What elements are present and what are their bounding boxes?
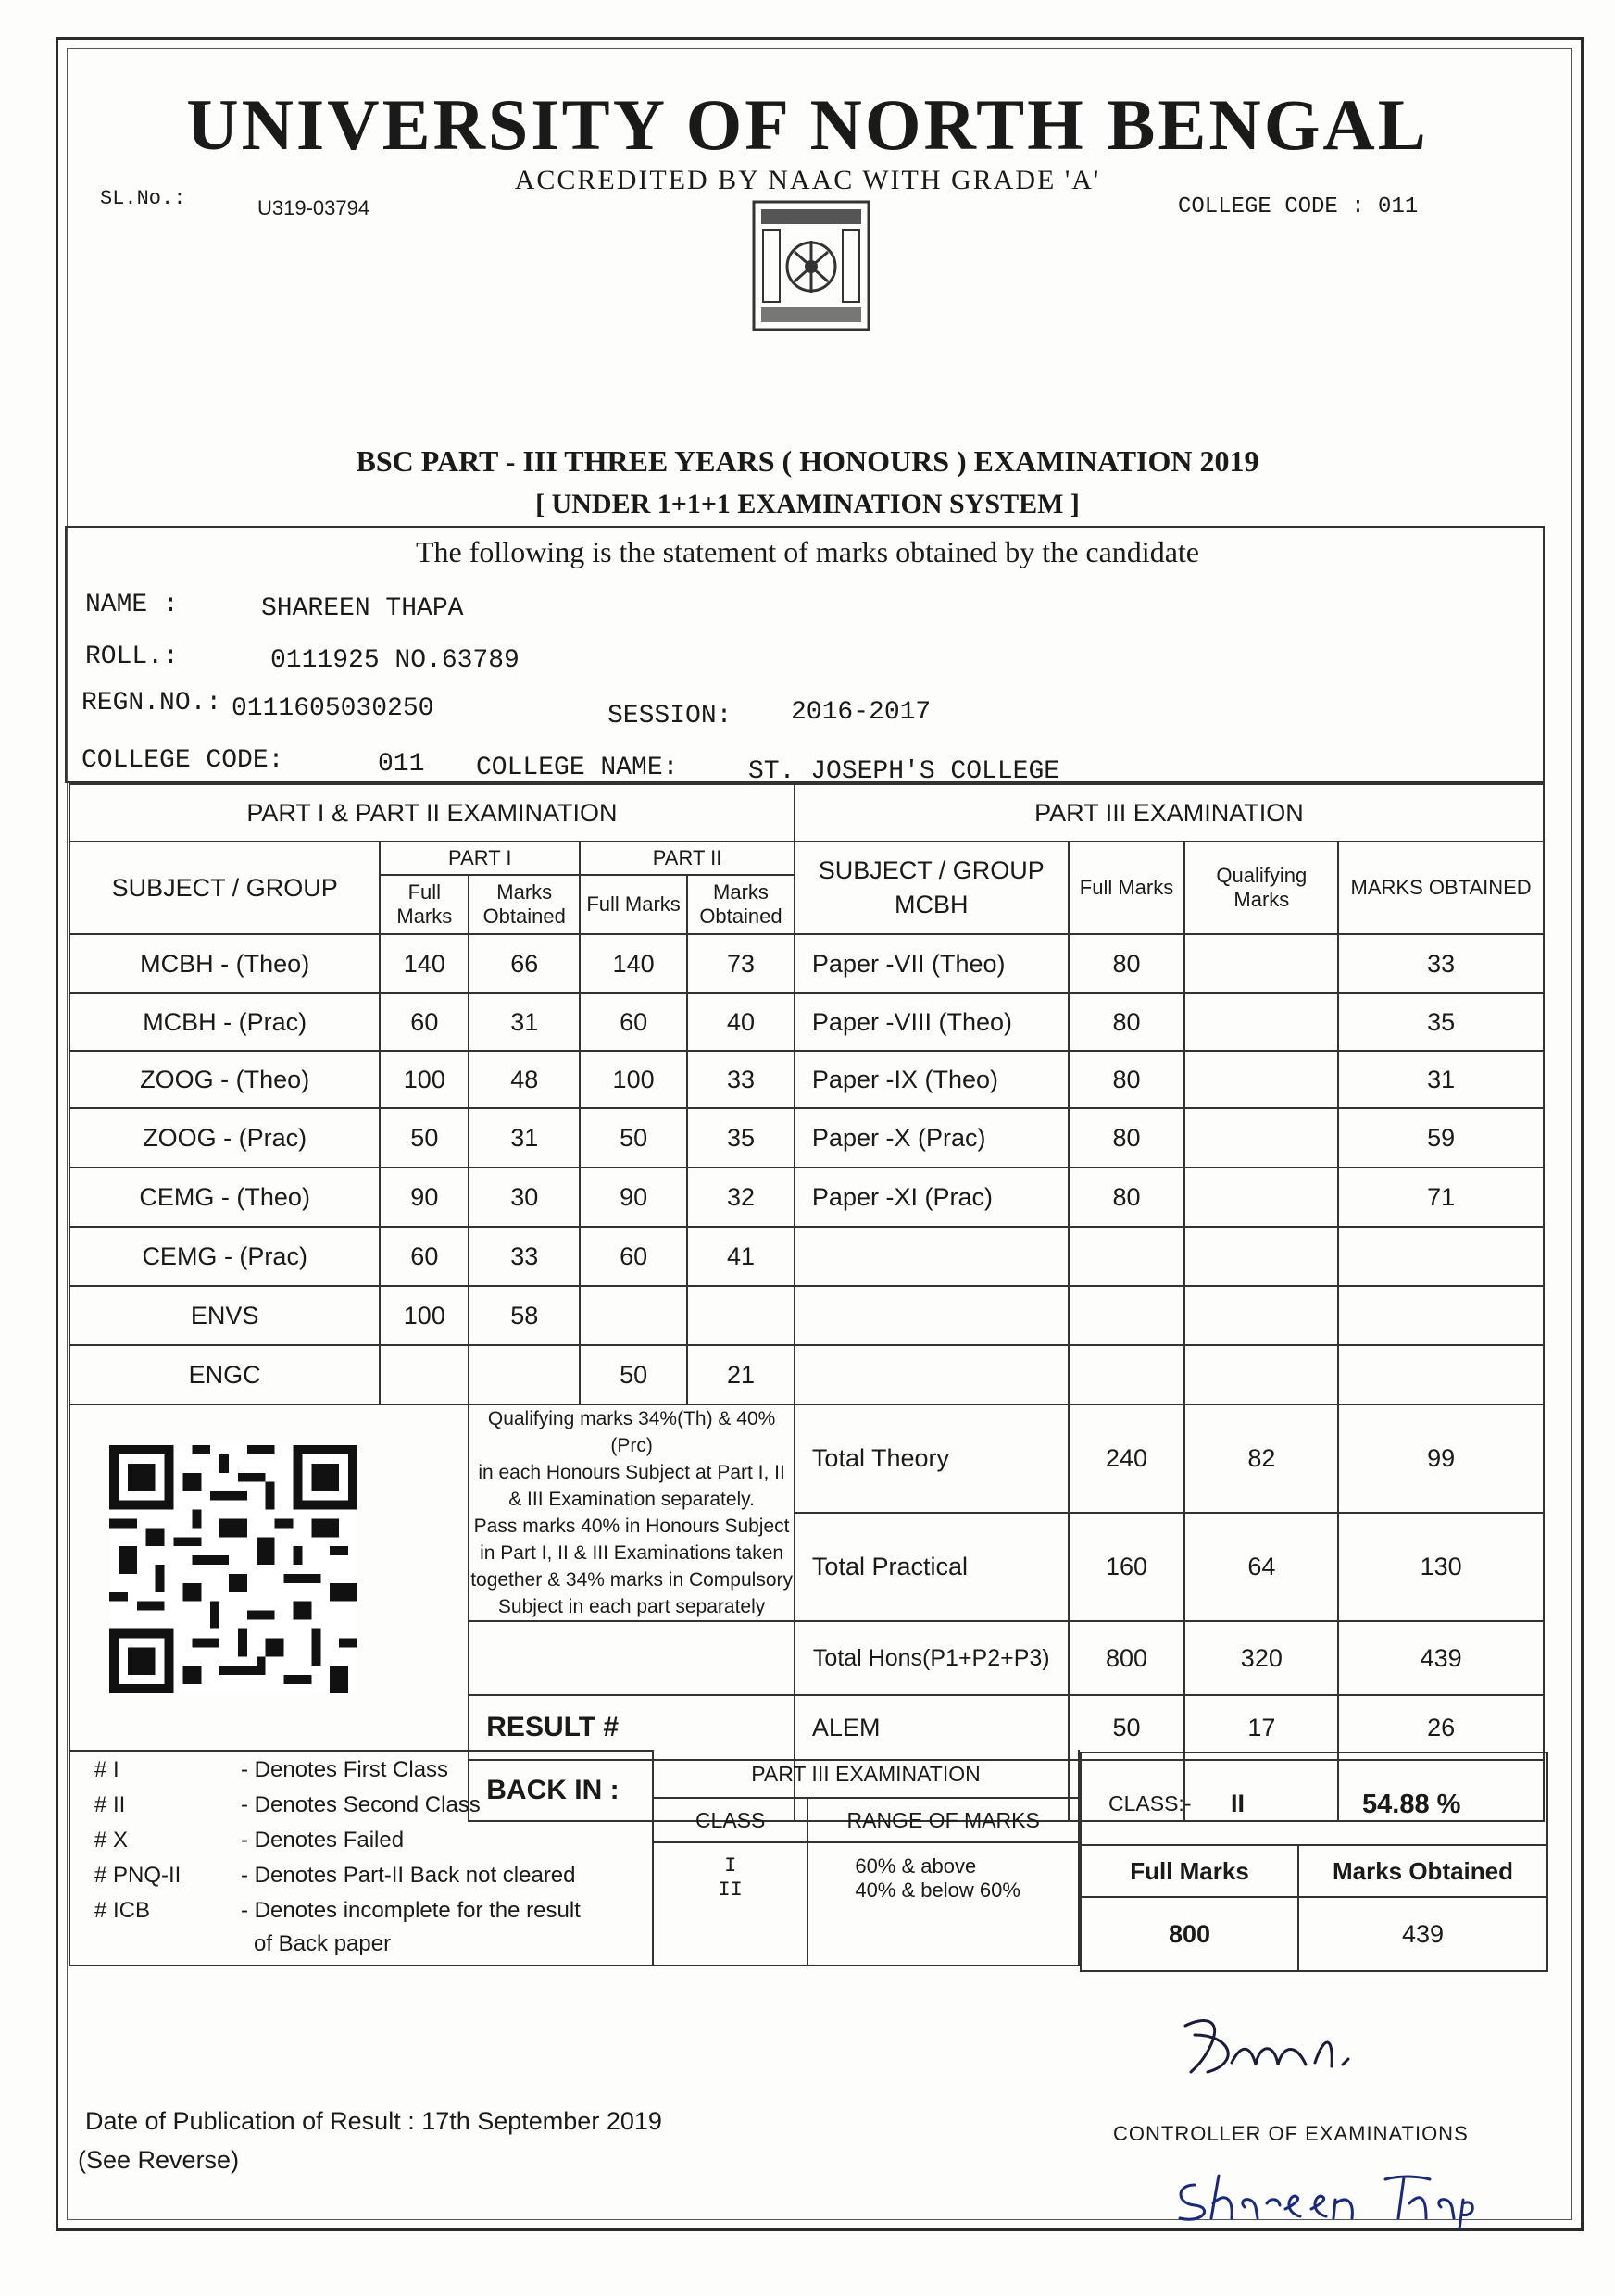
- exam-subtitle: [ UNDER 1+1+1 EXAMINATION SYSTEM ]: [535, 489, 1080, 519]
- paper-full-cell: 80: [1069, 1167, 1185, 1227]
- subject-cell: ENGC: [69, 1345, 380, 1404]
- sl-no-value: U319-03794: [257, 196, 370, 219]
- publication-date: Date of Publication of Result : 17th September 2019: [85, 2107, 662, 2135]
- empty-cell: [1338, 1227, 1544, 1286]
- spacer-cell: [469, 1621, 795, 1695]
- subject-cell: CEMG - (Theo): [69, 1167, 380, 1227]
- class-header: CLASS: [653, 1798, 808, 1842]
- full-marks-value: 800: [1081, 1897, 1298, 1971]
- empty-cell: [795, 1286, 1069, 1345]
- paper-cell: Paper -X (Prac): [795, 1108, 1069, 1167]
- paper-obt-cell: 71: [1338, 1167, 1544, 1227]
- part12-subject-header: SUBJECT / GROUP: [69, 842, 380, 934]
- p2-full-cell: 140: [580, 934, 687, 993]
- p2-obt-cell: 33: [687, 1051, 795, 1108]
- paper-qual-cell: [1184, 1108, 1338, 1167]
- p1-obt-cell: 66: [469, 934, 580, 993]
- legend-code: # II: [94, 1792, 126, 1817]
- paper-full-cell: 80: [1069, 934, 1185, 993]
- paper-obt-cell: 59: [1338, 1108, 1544, 1167]
- name-label: NAME :: [85, 591, 179, 619]
- class-value: II: [718, 1878, 743, 1902]
- p2-full-cell: 50: [580, 1108, 687, 1167]
- part3-heading: PART III EXAMINATION: [795, 784, 1544, 842]
- college-name-label: COLLEGE NAME:: [476, 754, 679, 782]
- qual-line: & III Examination separately.: [508, 1489, 755, 1510]
- p1-obt-cell: 58: [469, 1286, 580, 1345]
- p2-obt-cell: 21: [687, 1345, 795, 1404]
- part2-header: PART II: [580, 842, 795, 875]
- see-reverse: (See Reverse): [78, 2146, 240, 2174]
- qual-line: Qualifying marks 34%(Th) & 40%(Prc): [487, 1408, 776, 1456]
- paper-cell: Paper -IX (Theo): [795, 1051, 1069, 1108]
- percentage-value: 54.88 %: [1362, 1790, 1461, 1819]
- p2-obt-cell: 41: [687, 1227, 795, 1286]
- roll-value: 0111925 NO.63789: [270, 646, 520, 675]
- empty-cell: [795, 1345, 1069, 1404]
- class-values: [653, 1842, 808, 1965]
- p2-obt-cell: 32: [687, 1167, 795, 1227]
- qual-line: Subject in each part separately: [497, 1596, 766, 1617]
- subject-cell: ZOOG - (Theo): [69, 1051, 380, 1108]
- p1-full-cell: 90: [380, 1167, 469, 1227]
- p2-full-cell: 50: [580, 1345, 687, 1404]
- paper-cell: Paper -VIII (Theo): [795, 993, 1069, 1051]
- paper-obt-cell: 33: [1338, 934, 1544, 993]
- college-code-label: COLLEGE CODE:: [81, 746, 284, 775]
- total-full: 800: [1069, 1621, 1185, 1695]
- controller-signature: [1167, 2007, 1445, 2090]
- regn-label: REGN.NO.:: [81, 689, 222, 718]
- total-qual: 320: [1184, 1621, 1338, 1695]
- paper-qual-cell: [1184, 1167, 1338, 1227]
- p2-obt-header: Marks Obtained: [687, 875, 795, 934]
- p1-obt-cell: 33: [469, 1227, 580, 1286]
- total-obt: 130: [1338, 1513, 1544, 1621]
- subject-cell: ZOOG - (Prac): [69, 1108, 380, 1167]
- part1-header: PART I: [380, 842, 580, 875]
- table-row: [69, 993, 1544, 1051]
- class-label: CLASS:-: [1108, 1791, 1192, 1816]
- p2-full-cell: 90: [580, 1167, 687, 1227]
- p1-obt-header: Marks Obtained: [469, 875, 580, 934]
- table-row: [69, 934, 1544, 993]
- college-name-value: ST. JOSEPH'S COLLEGE: [748, 757, 1060, 786]
- paper-qual-cell: [1184, 934, 1338, 993]
- session-value: 2016-2017: [791, 698, 932, 727]
- paper-cell: Paper -VII (Theo): [795, 934, 1069, 993]
- class-result-cell: [1081, 1753, 1547, 1845]
- table-row: [69, 1108, 1544, 1167]
- full-marks-label: Full Marks: [1081, 1845, 1298, 1897]
- total-qual: 64: [1184, 1513, 1338, 1621]
- p1-full-cell: 100: [380, 1286, 469, 1345]
- result-box: [1080, 1752, 1548, 1972]
- class-range-table: [652, 1750, 1080, 1966]
- legend-desc: - Denotes Part-II Back not cleared: [241, 1863, 576, 1888]
- range-value: 40% & below 60%: [855, 1878, 1020, 1902]
- qualifying-note: [469, 1404, 795, 1621]
- p2-full-cell: 100: [580, 1051, 687, 1108]
- legend-continuation: of Back paper: [254, 1931, 392, 1956]
- p2-full-cell: 60: [580, 993, 687, 1051]
- p1-full-cell: 60: [380, 1227, 469, 1286]
- empty-cell: [1069, 1345, 1185, 1404]
- college-code-header: COLLEGE CODE : 011: [1178, 194, 1419, 219]
- total-label: Total Theory: [795, 1404, 1069, 1513]
- range-values: [808, 1842, 1079, 1965]
- roll-label: ROLL.:: [85, 643, 179, 671]
- legend-desc: - Denotes Second Class: [241, 1792, 481, 1817]
- p1-full-cell: 50: [380, 1108, 469, 1167]
- p2-obt-cell: [687, 1286, 795, 1345]
- p2-full-cell: [580, 1286, 687, 1345]
- paper-full-cell: 80: [1069, 1108, 1185, 1167]
- empty-cell: [1184, 1345, 1338, 1404]
- legend-box: [69, 1750, 654, 1966]
- legend-code: # PNQ-II: [94, 1863, 182, 1888]
- marks-obtained-value: 439: [1298, 1897, 1547, 1971]
- empty-cell: [1184, 1227, 1338, 1286]
- p2-obt-cell: 35: [687, 1108, 795, 1167]
- total-obt: 99: [1338, 1404, 1544, 1513]
- part3-subject-sub: MCBH: [895, 891, 969, 918]
- qual-line: in Part I, II & III Examinations taken: [480, 1542, 784, 1564]
- total-qual: 17: [1184, 1695, 1338, 1760]
- part3-subject-header-text: SUBJECT / GROUP: [818, 856, 1045, 884]
- legend-cell: [69, 1751, 653, 1965]
- university-seal-icon: [748, 196, 874, 335]
- range-value: 60% & above: [855, 1854, 977, 1878]
- p1-obt-cell: 31: [469, 1108, 580, 1167]
- class-table-heading: PART III EXAMINATION: [653, 1750, 1079, 1798]
- total-full: 50: [1069, 1695, 1185, 1760]
- p1-obt-cell: [469, 1345, 580, 1404]
- legend-code: # X: [94, 1828, 129, 1853]
- student-signature: [1167, 2166, 1482, 2231]
- result-label: RESULT #: [469, 1695, 795, 1760]
- table-row: [69, 1345, 1544, 1404]
- paper-obt-cell: 31: [1338, 1051, 1544, 1108]
- p2-full-header: Full Marks: [580, 875, 687, 934]
- part3-qualifying-header: Qualifying Marks: [1184, 842, 1338, 934]
- class-value: I: [724, 1854, 737, 1878]
- qual-line: together & 34% marks in Compulsory: [470, 1569, 793, 1591]
- class-value: II: [1231, 1790, 1246, 1817]
- legend-code: # I: [94, 1757, 119, 1782]
- session-label: SESSION:: [607, 702, 732, 730]
- p1-obt-cell: 48: [469, 1051, 580, 1108]
- table-row: [69, 1227, 1544, 1286]
- total-label: ALEM: [795, 1695, 1069, 1760]
- legend-desc: - Denotes incomplete for the result: [241, 1898, 581, 1923]
- college-code-value: 011: [378, 750, 425, 779]
- university-title: UNIVERSITY OF NORTH BENGAL: [186, 84, 1429, 165]
- qr-code-icon: [109, 1444, 357, 1694]
- table-row: [69, 1051, 1544, 1108]
- p2-full-cell: 60: [580, 1227, 687, 1286]
- range-header: RANGE OF MARKS: [808, 1798, 1079, 1842]
- empty-cell: [1338, 1286, 1544, 1345]
- part3-subject-header: [795, 842, 1069, 934]
- total-label: Total Hons(P1+P2+P3): [795, 1621, 1069, 1695]
- controller-title: CONTROLLER OF EXAMINATIONS: [1113, 2122, 1469, 2145]
- legend-desc: - Denotes First Class: [241, 1757, 449, 1782]
- total-full: 240: [1069, 1404, 1185, 1513]
- p1-full-cell: 140: [380, 934, 469, 993]
- p2-obt-cell: 40: [687, 993, 795, 1051]
- subject-cell: ENVS: [69, 1286, 380, 1345]
- sl-no-label: SL.No.:: [100, 187, 186, 210]
- subject-cell: CEMG - (Prac): [69, 1227, 380, 1286]
- part3-full-marks-header: Full Marks: [1069, 842, 1185, 934]
- marks-obtained-label: Marks Obtained: [1298, 1845, 1547, 1897]
- p1-obt-cell: 31: [469, 993, 580, 1051]
- paper-full-cell: 80: [1069, 1051, 1185, 1108]
- legend-list: [70, 1752, 652, 1965]
- qual-line: Pass marks 40% in Honours Subject: [473, 1516, 790, 1537]
- total-qual: 82: [1184, 1404, 1338, 1513]
- empty-cell: [1069, 1286, 1185, 1345]
- empty-cell: [1184, 1286, 1338, 1345]
- table-row: [69, 1286, 1544, 1345]
- empty-cell: [1338, 1345, 1544, 1404]
- p1-full-header: Full Marks: [380, 875, 469, 934]
- p1-obt-cell: 30: [469, 1167, 580, 1227]
- paper-cell: Paper -XI (Prac): [795, 1167, 1069, 1227]
- part12-heading: PART I & PART II EXAMINATION: [69, 784, 795, 842]
- table-row: [69, 1167, 1544, 1227]
- total-obt: 26: [1338, 1695, 1544, 1760]
- candidate-name: SHAREEN THAPA: [261, 594, 464, 623]
- subject-cell: MCBH - (Theo): [69, 934, 380, 993]
- back-in-label: BACK IN :: [469, 1760, 795, 1821]
- p1-full-cell: [380, 1345, 469, 1404]
- subject-cell: MCBH - (Prac): [69, 993, 380, 1051]
- qual-line: in each Honours Subject at Part I, II: [478, 1462, 785, 1483]
- regn-value: 0111605030250: [232, 694, 434, 723]
- legend-code: # ICB: [94, 1898, 151, 1923]
- total-full: 160: [1069, 1513, 1185, 1621]
- paper-obt-cell: 35: [1338, 993, 1544, 1051]
- legend-desc: - Denotes Failed: [241, 1828, 405, 1853]
- paper-qual-cell: [1184, 1051, 1338, 1108]
- total-obt: 439: [1338, 1621, 1544, 1695]
- empty-cell: [795, 1227, 1069, 1286]
- p1-full-cell: 100: [380, 1051, 469, 1108]
- part3-obtained-header: MARKS OBTAINED: [1338, 842, 1544, 934]
- p1-full-cell: 60: [380, 993, 469, 1051]
- total-label: Total Practical: [795, 1513, 1069, 1621]
- paper-qual-cell: [1184, 993, 1338, 1051]
- accreditation-line: ACCREDITED BY NAAC WITH GRADE 'A': [514, 165, 1101, 195]
- paper-full-cell: 80: [1069, 993, 1185, 1051]
- p2-obt-cell: 73: [687, 934, 795, 993]
- statement-line: The following is the statement of marks obtained by the candidate: [416, 535, 1199, 568]
- exam-title: BSC PART - III THREE YEARS ( HONOURS ) EXAMINATION 2019: [356, 444, 1259, 478]
- empty-cell: [1069, 1227, 1185, 1286]
